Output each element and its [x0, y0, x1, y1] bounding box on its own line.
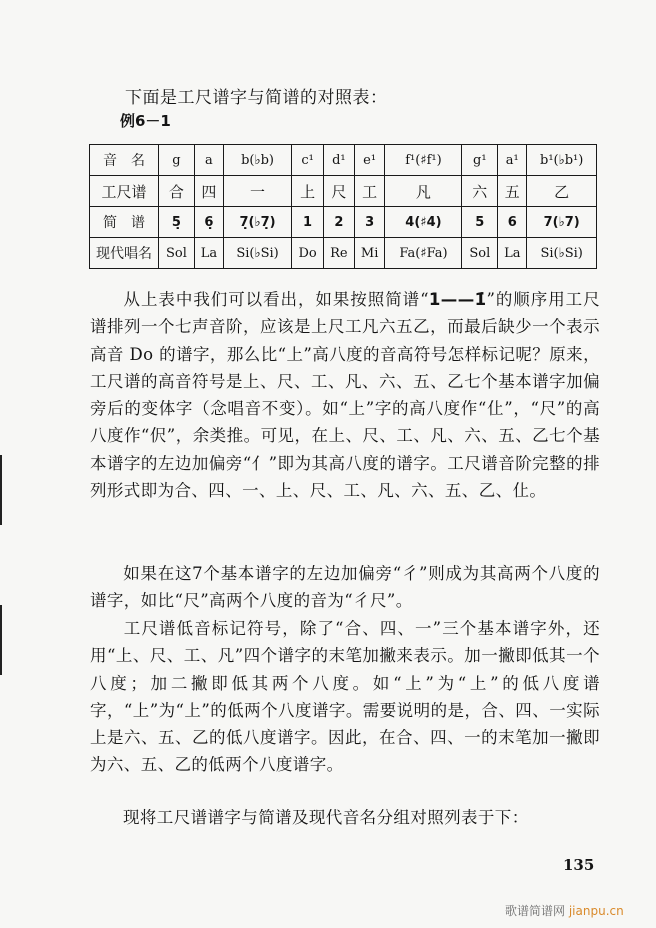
watermark-domain: jianpu.cn: [568, 904, 624, 918]
table-row-jianpu: [90, 207, 597, 238]
table-cell: g: [159, 145, 195, 176]
paragraph-upper-octave: [90, 286, 600, 504]
table-cell: Si(♭Si): [527, 238, 597, 269]
table-row-solfege: [90, 238, 597, 269]
table-cell: 上: [292, 176, 324, 207]
table-cell: Sol: [159, 238, 195, 269]
row-header: 简 谱: [90, 207, 159, 238]
table-row-gongche: [90, 176, 597, 207]
table-cell: 6̣: [194, 207, 223, 238]
table-cell: b(♭b): [223, 145, 291, 176]
table-cell: 7̣(♭7̣): [223, 207, 291, 238]
paragraph-text: ”的顺序用工尺谱排列一个七声音阶，应该是上尺工凡六五乙，而最后缺少一个表示高音 Do 的谱字，那么比“上”高八度的音高符号怎样标记呢？原来，工尺谱的高音符号是上、尺、工、凡、六、五、乙七个基本谱字加偏旁后的变体字（念唱音不变）。如“上”字的高八度作“仩”，“尺”的高八度作“伬”，余类推。可见，在上、尺、工、凡、六、五、乙七个基本谱字的左边加偏旁“亻”即为其高八度的谱字。工尺谱音阶完整的排列形式即为合、四、一、上、尺、工、凡、六、五、乙、仩。: [90, 290, 600, 501]
table-cell: f¹(♯f¹): [385, 145, 462, 176]
table-row-pitch-name: [90, 145, 597, 176]
table-cell: Si(♭Si): [223, 238, 291, 269]
paragraph-table-intro: [90, 804, 600, 831]
page-number: 135: [563, 856, 595, 874]
row-header: 音 名: [90, 145, 159, 176]
table-cell: Re: [324, 238, 355, 269]
binding-edge-line: [0, 455, 2, 525]
table-cell: c¹: [292, 145, 324, 176]
table-cell: La: [194, 238, 223, 269]
table-cell: 6: [498, 207, 527, 238]
table-cell: 3: [354, 207, 385, 238]
table-cell: g¹: [462, 145, 498, 176]
table-cell: 2: [324, 207, 355, 238]
row-header: 现代唱名: [90, 238, 159, 269]
table-cell: a¹: [498, 145, 527, 176]
table-cell: Sol: [462, 238, 498, 269]
table-cell: 5: [462, 207, 498, 238]
table-cell: 5̣: [159, 207, 195, 238]
table-cell: La: [498, 238, 527, 269]
jianpu-sequence: 1——1̇: [428, 290, 487, 309]
table-cell: a: [194, 145, 223, 176]
paragraph-text: 从上表中我们可以看出，如果按照简谱“: [123, 290, 429, 309]
paragraph-text: 工尺谱低音标记符号，除了“合、四、一”三个基本谱字外，还用“上、尺、工、凡”四个谱字的末笔加撇来表示。加一撇即低其一个八度；加二撇即低其两个八度。如“上”为“上”的低八度谱字，“上”为“上”的低两个八度谱字。需要说明的是，合、四、一实际上是六、五、乙的低八度谱字。因此，在合、四、一的末笔加一撇即为六、五、乙的低两个八度谱字。: [90, 619, 600, 775]
paragraph-text: 现将工尺谱谱字与简谱及现代音名分组对照列表于下：: [123, 808, 529, 827]
table-cell: 六: [462, 176, 498, 207]
example-label: 例6－1: [120, 112, 171, 130]
table-cell: 尺: [324, 176, 355, 207]
table-cell: 7(♭7): [527, 207, 597, 238]
table-cell: d¹: [324, 145, 355, 176]
table-cell: 乙: [527, 176, 597, 207]
paragraph-two-octaves: [90, 560, 600, 615]
table-cell: 合: [159, 176, 195, 207]
comparison-table: [89, 144, 597, 269]
row-header: 工尺谱: [90, 176, 159, 207]
table-cell: 四: [194, 176, 223, 207]
table-cell: 1: [292, 207, 324, 238]
table-cell: 一: [223, 176, 291, 207]
table-cell: Mi: [354, 238, 385, 269]
table-cell: Fa(♯Fa): [385, 238, 462, 269]
intro-sentence: 下面是工尺谱字与简谱的对照表：: [125, 88, 388, 108]
paragraph-text: 如果在这7个基本谱字的左边加偏旁“彳”则成为其高两个八度的谱字，如比“尺”高两个八度的音为“彳尺”。: [90, 564, 600, 611]
table-cell: 凡: [385, 176, 462, 207]
table-cell: 4(♯4): [385, 207, 462, 238]
watermark-site-name: 歌谱简谱网: [505, 904, 566, 918]
table-cell: Do: [292, 238, 324, 269]
watermark: [505, 902, 624, 919]
table-cell: 五: [498, 176, 527, 207]
table-cell: e¹: [354, 145, 385, 176]
table-cell: b¹(♭b¹): [527, 145, 597, 176]
table-cell: 工: [354, 176, 385, 207]
binding-edge-line: [0, 605, 2, 675]
paragraph-lower-octave: [90, 615, 600, 779]
